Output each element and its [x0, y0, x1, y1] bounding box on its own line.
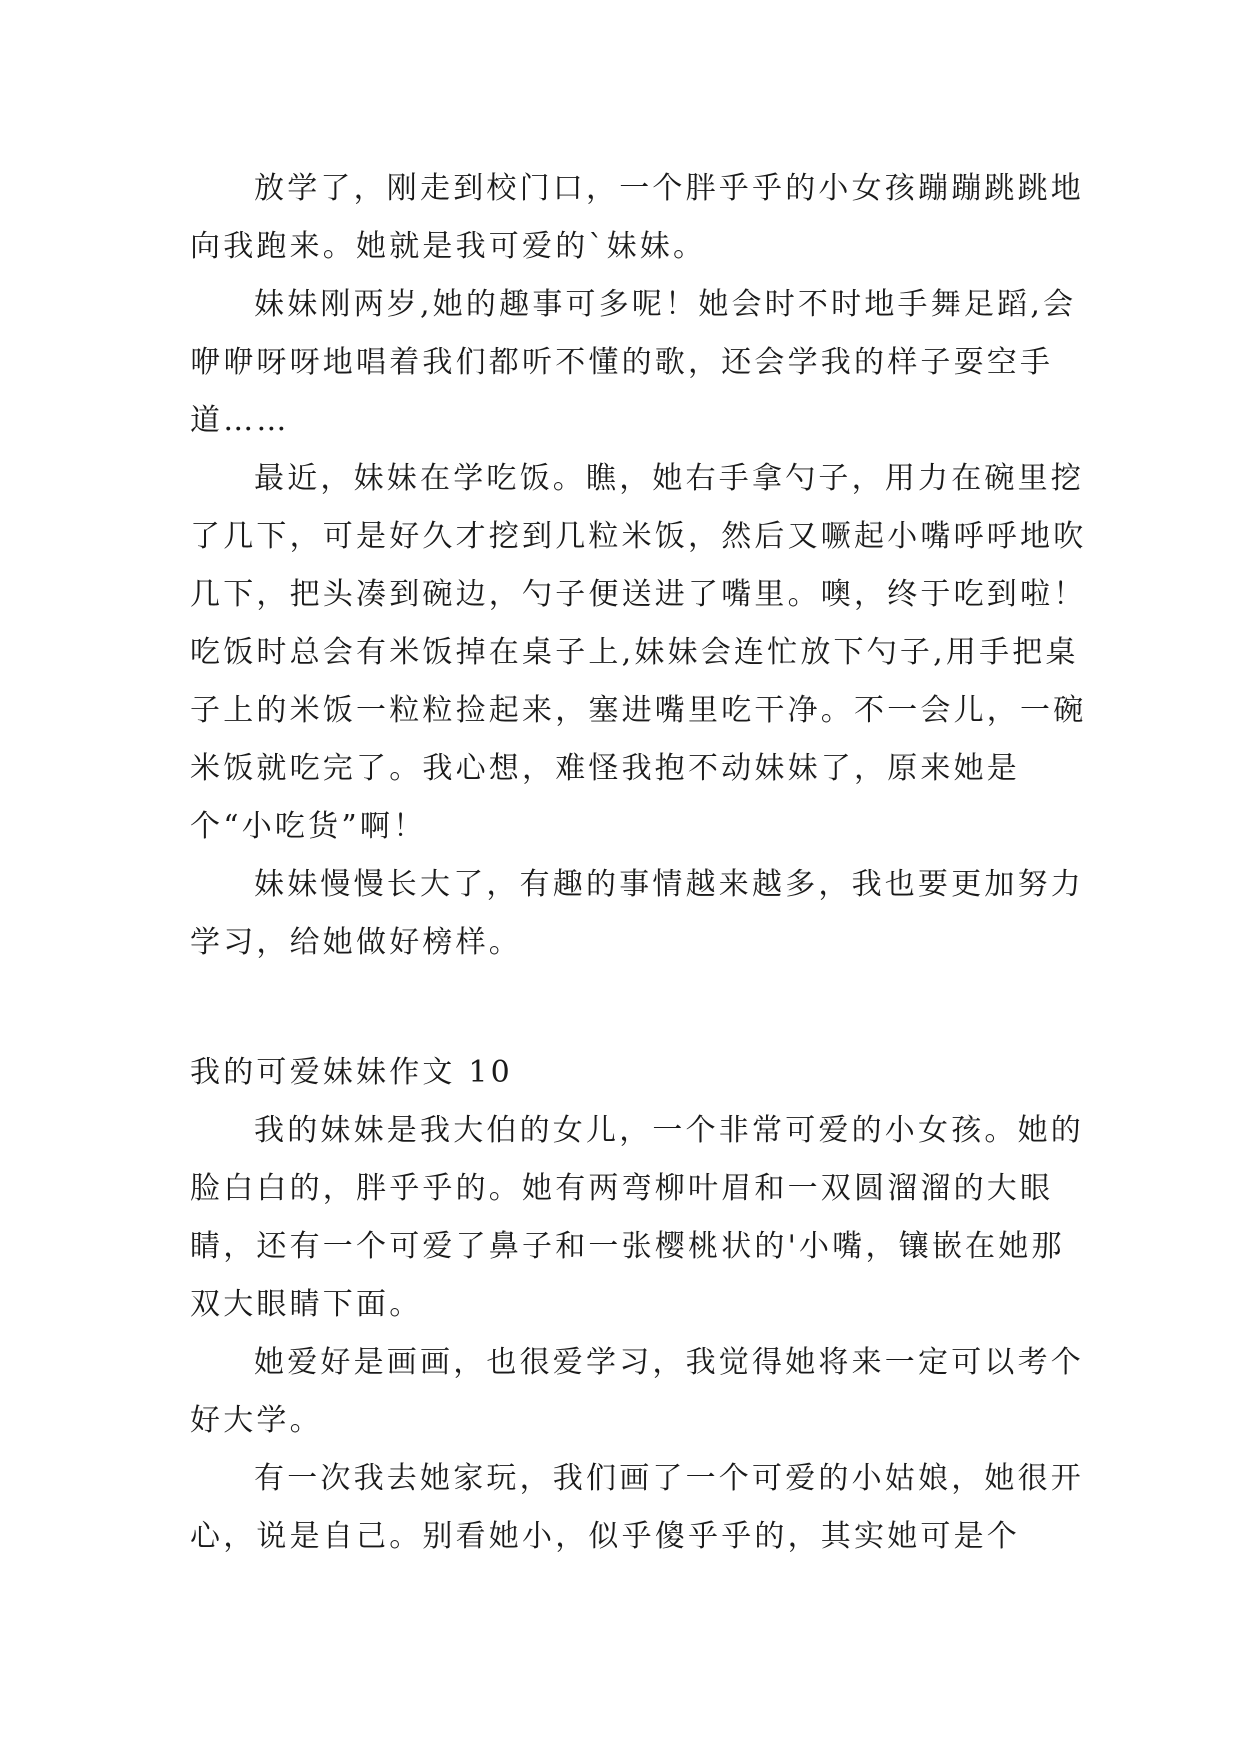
paragraph: 放学了，刚走到校门口，一个胖乎乎的小女孩蹦蹦跳跳地向我跑来。她就是我可爱的`妹妹。: [190, 171, 1084, 264]
paragraph: 我的妹妹是我大伯的女儿，一个非常可爱的小女孩。她的脸白白的，胖乎乎的。她有两弯柳叶眉和一双圆溜溜的大眼睛，还有一个可爱了鼻子和一张樱桃状的'小嘴，镶嵌在她那双大眼睛下面。: [190, 1113, 1084, 1322]
paragraph: 妹妹慢慢长大了，有趣的事情越来越多，我也要更加努力学习，给她做好榜样。: [190, 867, 1084, 960]
section-title: 我的可爱妹妹作文 10: [190, 1055, 513, 1090]
paragraph: 有一次我去她家玩，我们画了一个可爱的小姑娘，她很开心，说是自己。别看她小，似乎傻乎乎的，其实她可是个: [190, 1461, 1084, 1554]
paragraph: 她爱好是画画，也很爱学习，我觉得她将来一定可以考个好大学。: [190, 1345, 1084, 1438]
paragraph: 妹妹刚两岁,她的趣事可多呢！她会时不时地手舞足蹈,会咿咿呀呀地唱着我们都听不懂的歌，还会学我的样子耍空手道……: [190, 287, 1077, 438]
body-text: [190, 160, 1090, 1566]
paragraph: 最近，妹妹在学吃饭。瞧，她右手拿勺子，用力在碗里挖了几下，可是好久才挖到几粒米饭，然后又噘起小嘴呼呼地吹几下，把头凑到碗边，勺子便送进了嘴里。噢，终于吃到啦！吃饭时总会有米饭掉在桌子上,妹妹会连忙放下勺子,用手把桌子上的米饭一粒粒捡起来，塞进嘴里吃干净。不一会儿，一碗米饭就吃完了。我心想，难怪我抱不动妹妹了，原来她是个“小吃货”啊！: [190, 461, 1087, 844]
